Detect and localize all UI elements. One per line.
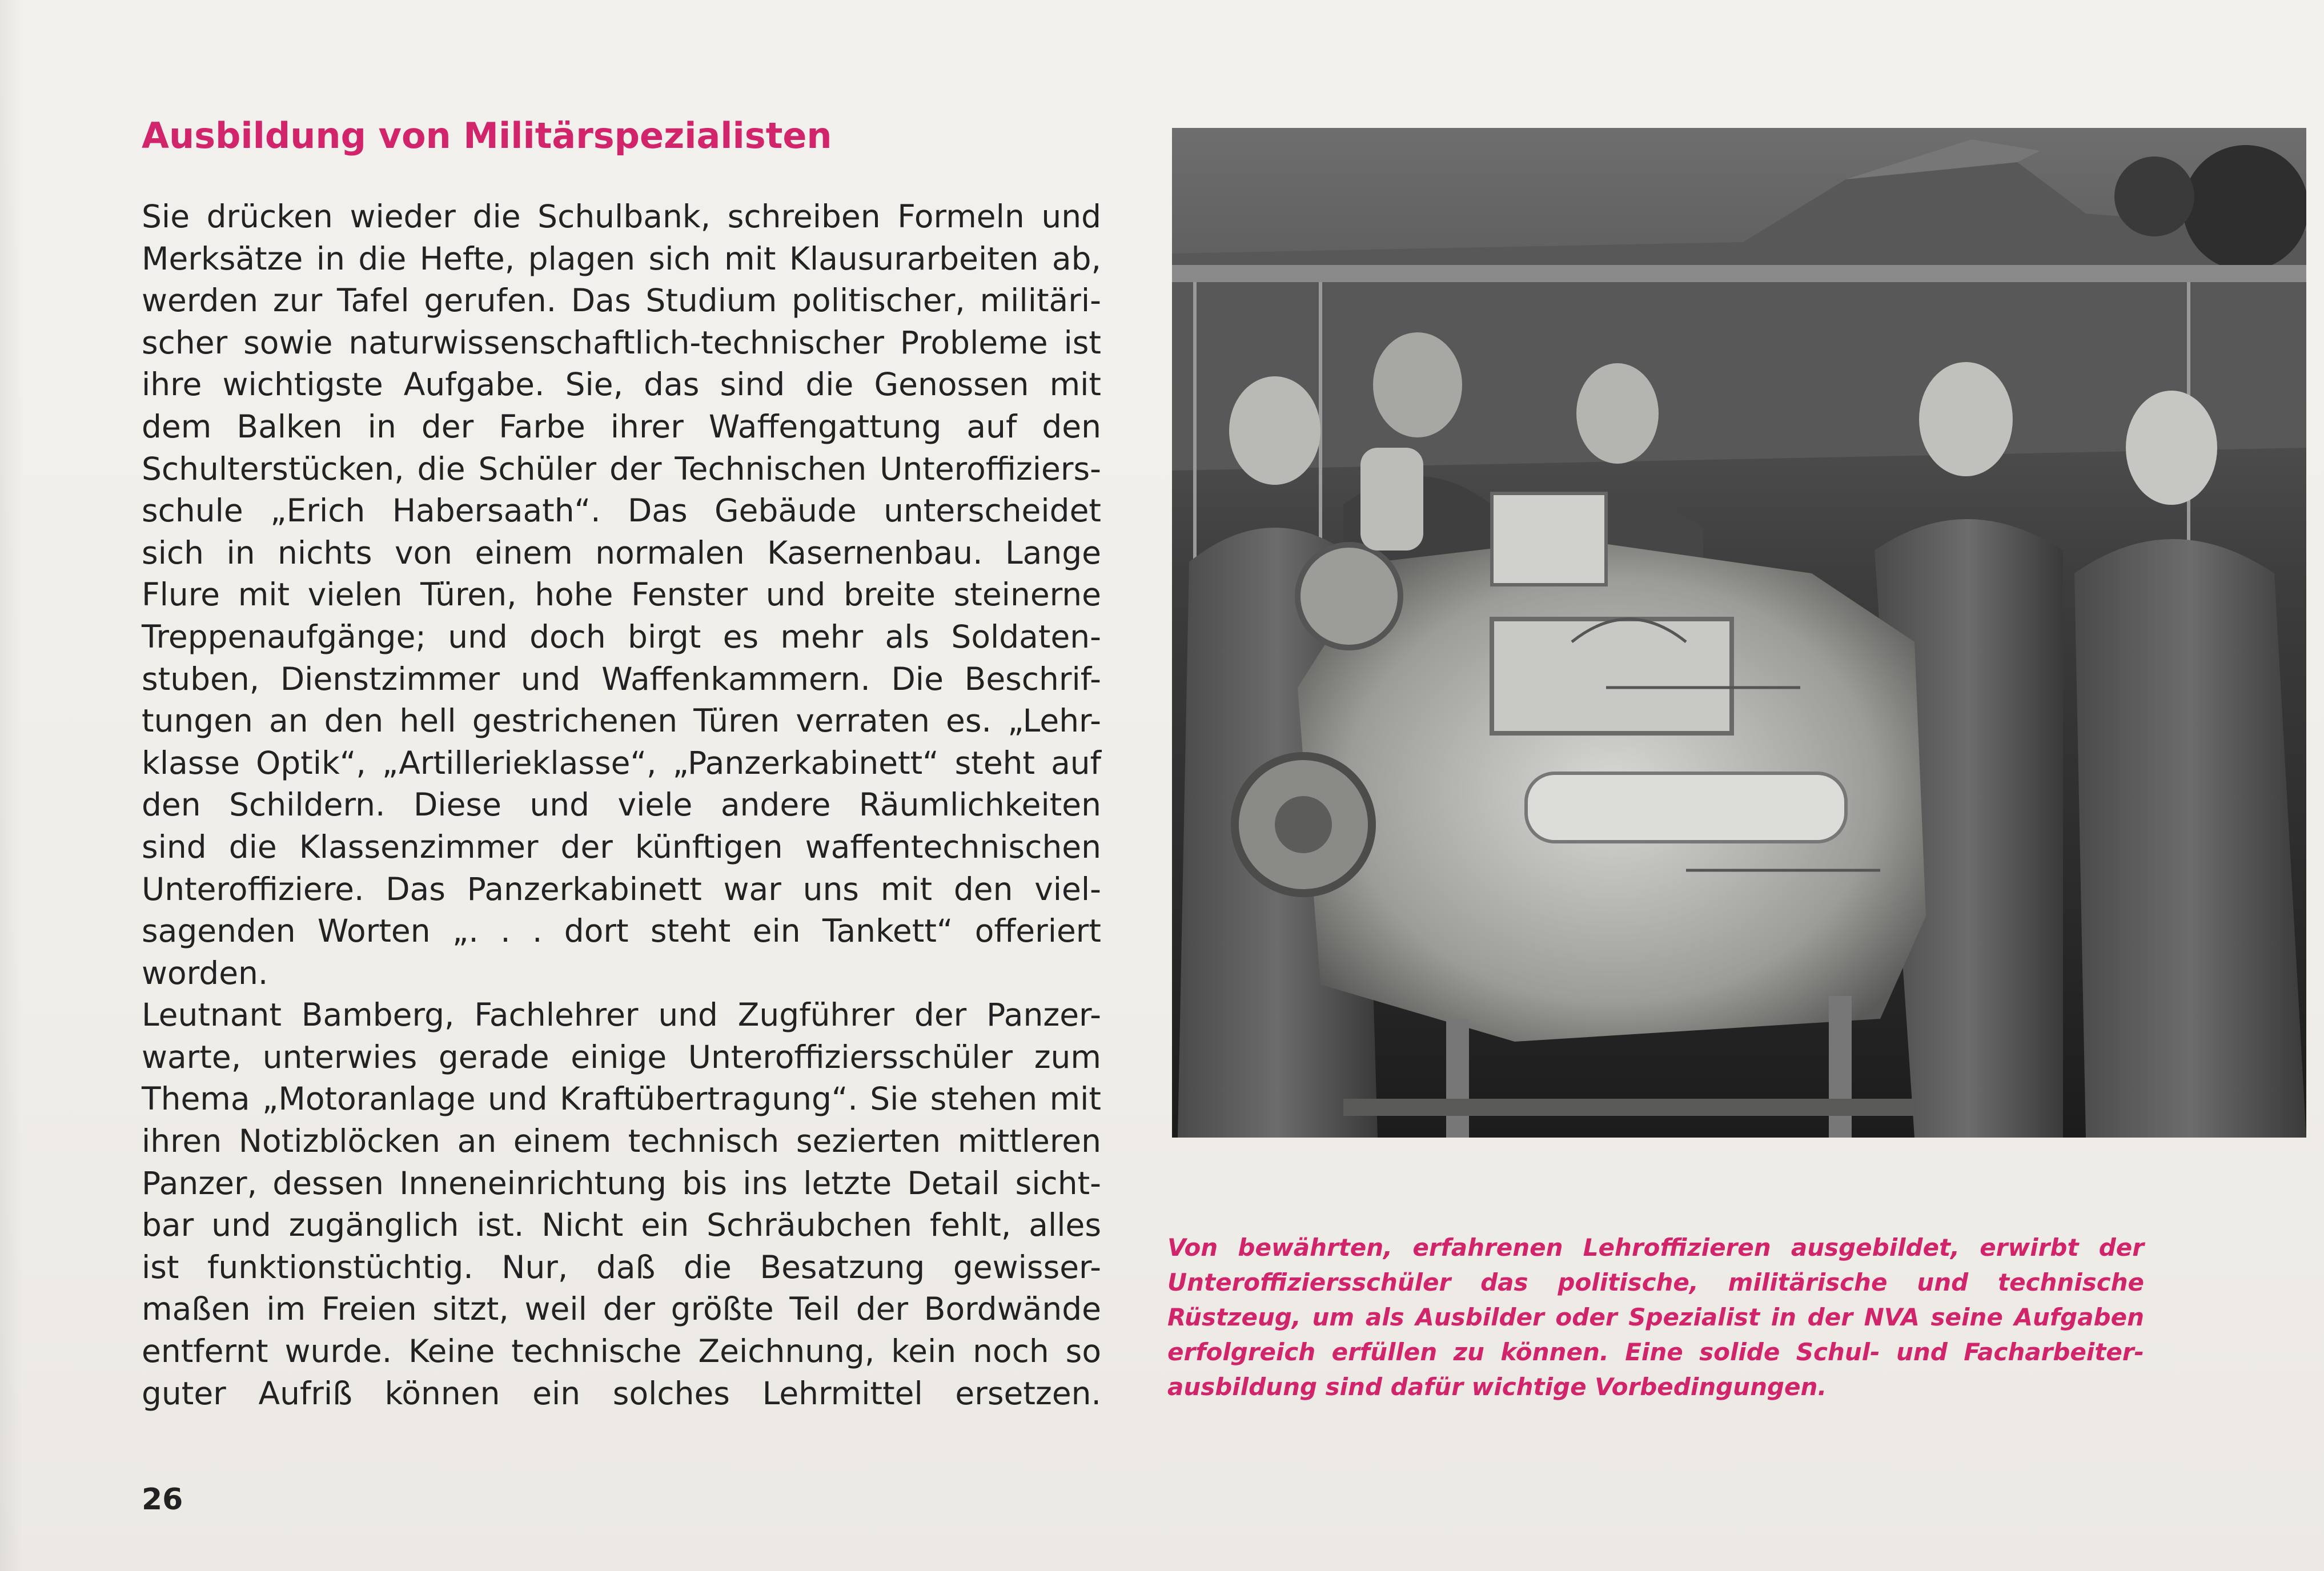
caption-line: Rüstzeug, um als Ausbilder oder Spezialist in der NVA seine Aufgaben <box>1167 1303 2144 1331</box>
body-line: Flure mit vielen Türen, hohe Fenster und breite steinerne <box>142 576 1101 613</box>
body-line: Unteroffiziere. Das Panzerkabinett war uns mit den viel- <box>142 870 1101 907</box>
body-line: sagenden Worten „. . . dort steht ein Tankett“ offeriert <box>142 913 1101 950</box>
body-line: sind die Klassenzimmer der künftigen waffentechnischen <box>142 828 1101 865</box>
page-edge-shadow <box>0 0 23 1571</box>
body-line: werden zur Tafel gerufen. Das Studium politischer, militäri- <box>142 282 1101 319</box>
photo-caption <box>1167 1230 2144 1404</box>
body-line: Thema „Motoranlage und Kraftübertragung“. Sie stehen mit <box>142 1080 1101 1118</box>
body-line: bar und zugänglich ist. Nicht ein Schräubchen fehlt, alles <box>142 1207 1101 1244</box>
body-line: Treppenaufgänge; und doch birgt es mehr als Soldaten- <box>142 618 1101 655</box>
body-line: klasse Optik“, „Artillerieklasse“, „Panzerkabinett“ steht auf <box>142 744 1101 781</box>
article-heading: Ausbildung von Militärspezialisten <box>142 115 832 156</box>
body-line: tungen an den hell gestrichenen Türen verraten es. „Lehr- <box>142 702 1101 740</box>
body-line: ihren Notizblöcken an einem technisch sezierten mittleren <box>142 1123 1101 1160</box>
body-line: schule „Erich Habersaath“. Das Gebäude unterscheidet <box>142 492 1101 529</box>
article-body <box>142 196 1101 1415</box>
caption-line: Von bewährten, erfahrenen Lehroffizieren ausgebildet, erwirbt der <box>1167 1234 2144 1261</box>
caption-line: ausbildung sind dafür wichtige Vorbedingungen. <box>1167 1373 1827 1401</box>
body-line: sich in nichts von einem normalen Kasernenbau. Lange <box>142 534 1101 571</box>
caption-line: erfolgreich erfüllen zu können. Eine solide Schul- und Facharbeiter- <box>1167 1338 2144 1366</box>
body-line: warte, unterwies gerade einige Unteroffiziersschüler zum <box>142 1038 1101 1075</box>
body-line: entfernt wurde. Keine technische Zeichnung, kein noch so <box>142 1333 1101 1370</box>
body-line: ihre wichtigste Aufgabe. Sie, das sind die Genossen mit <box>142 366 1101 403</box>
body-line: stuben, Dienstzimmer und Waffenkammern. Die Beschrif- <box>142 660 1101 697</box>
body-line: worden. <box>142 954 268 991</box>
page-number: 26 <box>142 1482 183 1517</box>
body-line: Leutnant Bamberg, Fachlehrer und Zugführer der Panzer- <box>142 997 1101 1034</box>
body-line: Merksätze in die Hefte, plagen sich mit Klausurarbeiten ab, <box>142 240 1101 277</box>
body-line: Sie drücken wieder die Schulbank, schreiben Formeln und <box>142 198 1101 235</box>
body-line: Panzer, dessen Inneneinrichtung bis ins letzte Detail sicht- <box>142 1164 1101 1202</box>
caption-line: Unteroffiziersschüler das politische, militärische und technische <box>1167 1268 2144 1296</box>
body-line: dem Balken in der Farbe ihrer Waffengattung auf den <box>142 408 1101 445</box>
body-line: ist funktionstüchtig. Nur, daß die Besatzung gewisser- <box>142 1248 1101 1285</box>
body-line: maßen im Freien sitzt, weil der größte Teil der Bordwände <box>142 1291 1101 1328</box>
body-line: den Schildern. Diese und viele andere Räumlichkeiten <box>142 786 1101 823</box>
photo-engine-training <box>1172 128 2306 1138</box>
body-line: guter Aufriß können ein solches Lehrmittel ersetzen. <box>142 1375 1101 1412</box>
body-line: scher sowie naturwissenschaftlich-technischer Probleme ist <box>142 324 1101 361</box>
body-line: Schulterstücken, die Schüler der Technischen Unteroffiziers- <box>142 450 1101 487</box>
